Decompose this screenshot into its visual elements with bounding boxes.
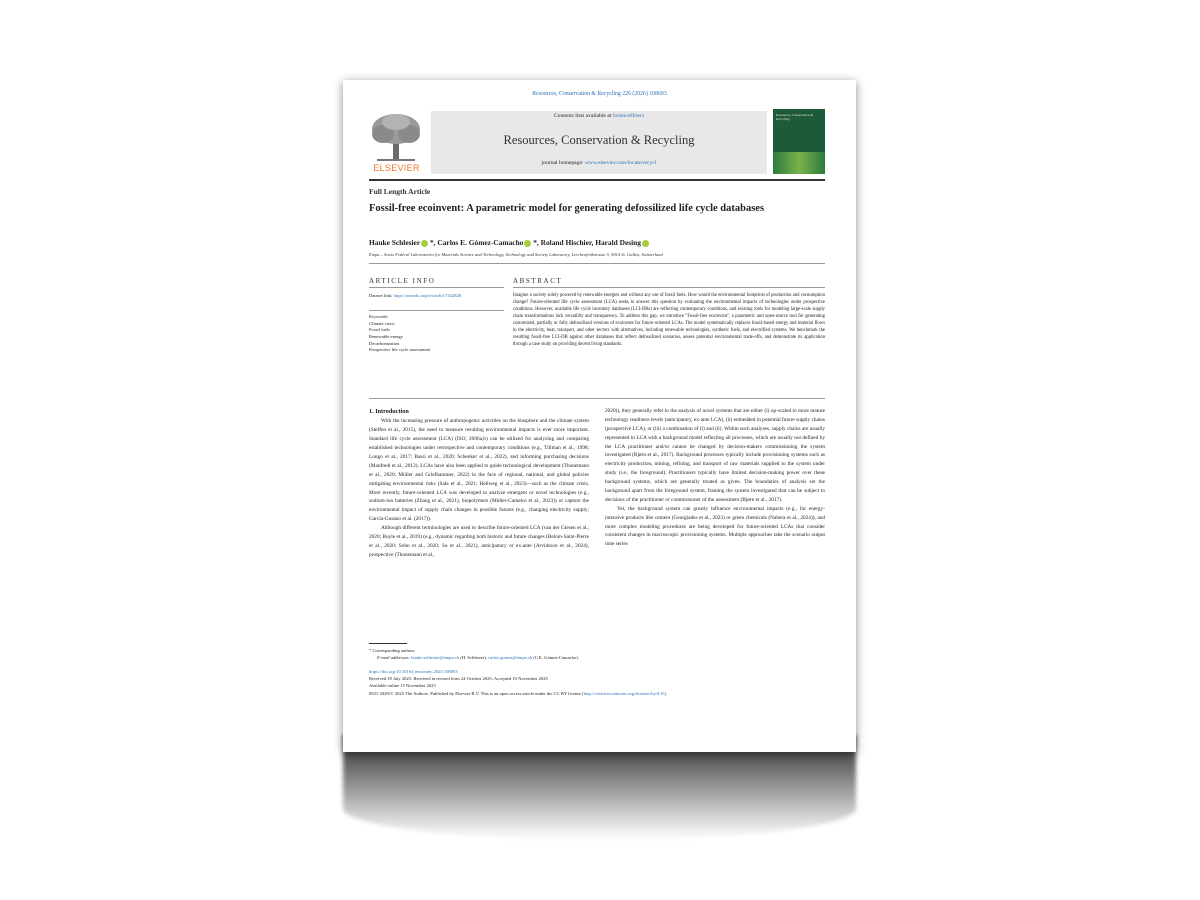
affiliation-divider [369,263,825,264]
abstract-bottom-divider [369,398,825,399]
journal-homepage-link[interactable]: www.elsevier.com/locate/recycl [584,160,657,166]
keyword-item: Decarbonization [369,340,400,346]
corresponding-note: * Corresponding authors. [369,648,416,653]
received-dates: Received 18 July 2025; Received in revised form 24 October 2025; Accepted 10 November 2025 [369,676,548,682]
keyword-item: Renewable energy [369,333,403,339]
journal-citation[interactable]: Resources, Conservation & Recycling 226 (2026) 108693 [532,91,667,97]
email-line: E-mail addresses: hauke.schlesier@empa.ch (H. Schlesier), carlos.gomez@empa.ch (C.E. Gómez-Camacho). [377,655,579,661]
body-column-right [605,407,825,549]
affiliation: Empa – Swiss Federal Laboratories for Materials Science and Technology, Technology and Society Laboratory, Lerchenfeldstrasse 5, 9014 St. Gallen, Switzerland [369,252,663,257]
body-paragraph: Yet, the background system can greatly influence environmental impacts (e.g., for energy-intensive products like cement (Georgiades et al., 2023) or green chemicals (Nabera et al., 2024)), and more complex modeling procedures are being developed for future-oriented LCAs that consider consistent changes in macroscopic provisioning systems. Multiple approaches take the scenario output time series [605,505,825,548]
journal-cover-image [773,109,825,174]
author-list: Hauke Schlesier *, Carlos E. Gómez-Camacho *, Roland Hischier, Harald Desing [369,238,825,247]
abstract-text: Imagine a society solely powered by renewable energies and without any use of fossil fuels. How would the environmental footprints of production and consumption change? Future-oriented life cycle assessment (LCA) seeks to answer this question by evaluating the environmental impacts of technologies under prospective conditions. However, available life cycle inventory databases (LCI-DBs) are reflecting contemporary conditions, and existing tools for modeling large-scale supply chain transformations lack versatility and transparency. To address this gap, we introduce "Fossil-free ecoinvent", a parametric and open-source tool for generating customized, partially or fully defossilized versions of ecoinvent for future-oriented LCAs. The model systematically replaces fossil-based energy and material flows in the electricity, heat, transport, and other sectors with alternatives, including renewable technologies, synthetic fuels, and electrified systems. We benchmark the resulting fossil-free LCI-DB against other databases that reflect defossilized scenarios, assess potential environmental trade-offs, and demonstrate its application through a case study on providing decent living standards. [513,293,825,348]
body-column-left [369,407,589,560]
keyword-item: Climate crisis [369,320,395,326]
contents-line: Contents lists available at ScienceDirect [553,113,645,119]
footnote-divider [369,643,407,644]
author-name[interactable]: Hauke Schlesier [369,238,421,247]
license-line: 0921-3449/© 2025 The Authors. Published by Elsevier B.V. This is an open access article under the CC BY license (http://creativecommons.org/licenses/by/4.0/). [369,690,667,696]
author-name[interactable]: Roland Hischier, Harald Desing [540,238,641,247]
keywords-divider [369,310,504,311]
body-paragraph: 2020)), they generally refer to the analysis of novel systems that are either (i) up-scaled to more mature technology readiness levels (anticipatory, ex-ante LCA), (ii) embedded in potential future supply chains (prospective LCA), or (iii) a combination of (i) and (ii). Within such analyses, supply chains are usually represented in LCA with a background model reflecting all processes, which are usually not defined by the LCA practitioner and/or cannot be changed by decision-makers commissioning the system investigated (Bjørn et al., 2017). Background processes typically include provisioning systems such as electricity production, mining, refining, and transport of raw materials supplied to the system under study (i.e., the foreground). Practitioners typically have limited decision-making power over these background systems, which are generally treated as given. The boundaries of analysis set the background apart from the foreground system, framing the system investigated that can be subject to decisions of the practitioner or commissioner of the assessment (Bjørn et al., 2017). [605,408,825,503]
header-divider [369,179,825,181]
dataset-link-block: Dataset link: https://zenodo.org/records/17432826 [369,293,462,298]
orcid-icon[interactable] [642,240,649,247]
keyword-item: Fossil fuels [369,327,391,333]
paper-page [343,80,856,752]
footnotes [369,647,825,697]
homepage-line: journal homepage: www.elsevier.com/locate/recycl [541,160,657,166]
keywords-label: Keywords: [369,314,389,319]
cover-artwork [773,152,825,174]
journal-title: Resources, Conservation & Recycling [503,133,695,147]
email-link[interactable]: carlos.gomez@empa.ch [488,655,533,661]
doi-link[interactable]: https://doi.org/10.1016/j.resconrec.2025.108693 [369,668,458,674]
elsevier-logo-text: ELSEVIER [373,163,420,173]
sciencedirect-link[interactable]: ScienceDirect [612,113,645,119]
abstract-heading: ABSTRACT [513,277,563,285]
license-link[interactable]: http://creativecommons.org/licenses/by/4.0/ [583,690,665,696]
keywords-block [369,314,504,354]
cover-title: Resources, Conservation & Recycling [776,113,814,122]
abstract-divider [513,287,825,288]
article-info-heading: ARTICLE INFO [369,277,436,285]
author-name[interactable]: Carlos E. Gómez-Camacho [437,238,524,247]
article-info-divider [369,287,504,288]
available-online: Available online 15 November 2025 [369,683,436,689]
email-link[interactable]: hauke.schlesier@empa.ch [411,655,460,661]
body-paragraph: Although different terminologies are used to describe future-oriented LCA (van der Giesen et al., 2020; Buyle et al., 2019) (e.g., dynamic regarding both historic and future changes (Beloin-Saint-Pierre et al., 2020; Sohn et al., 2020; Su et al., 2021), anticipatory or ex-ante (Arvidsson et al., 2024), prospective (Thonemann et al., [369,525,589,558]
journal-header [431,111,767,174]
section-heading: 1. Introduction [369,408,409,415]
article-type: Full Length Article [369,187,431,196]
article-title: Fossil-free ecoinvent: A parametric model for generating defossilized life cycle databases [369,203,765,214]
body-paragraph: With the increasing pressure of anthropogenic activities on the biosphere and the climate system (Steffen et al., 2015), the need to measure resulting environmental impacts is ever more important. Standard life cycle assessment (LCA) (ISO, 2006a,b) can be utilized for analyzing and comparing established technologies under retrospective and contemporary conditions (e.g., Tillman et al., 1998; Longo et al., 2017; Bassi et al., 2020; Schenker et al., 2022), and informing purchasing decisions (Manfredi et al., 2012). LCAs have also been applied to guide technological development (Thonemann et al., 2020; Müller and Griefhammer, 2022) in the face of regional, national, and global policies mitigating environmental risks (Sala et al., 2021; Hellweg et al., 2023)—such as the climate crisis. More recently, future-oriented LCA was developed to analyze emergent or novel technologies (e.g., sodium-ion batteries (Zhang et al., 2021), biopolymers (Müller-Carneiro et al., 2023)) or capture the environmental impact of supply chain changes in possible futures (e.g., changing electricity supply; García-Gusano et al. (2017)). [369,418,589,523]
dataset-link[interactable]: https://zenodo.org/records/17432826 [393,293,462,298]
keyword-item: Prospective life cycle assessment [369,347,431,353]
